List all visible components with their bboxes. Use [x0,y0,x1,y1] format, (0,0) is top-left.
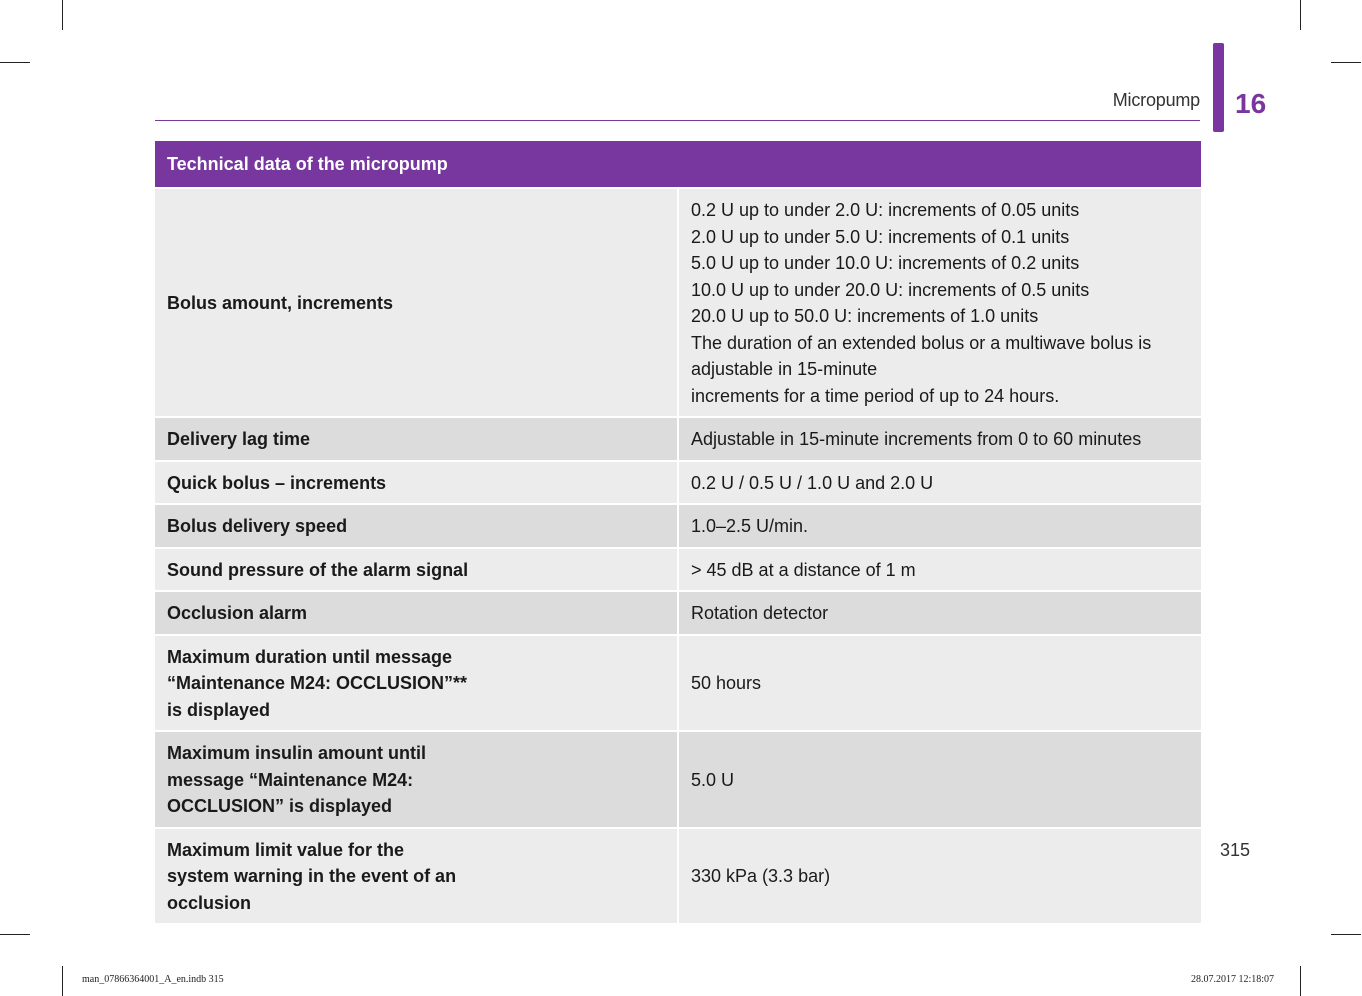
table-row [155,417,1201,461]
value-line: The duration of an extended bolus or a multiwave bolus is adjustable in 15-minute [691,332,1152,379]
row-label: Sound pressure of the alarm signal [155,548,678,592]
crop-mark [1331,934,1361,935]
row-label: Bolus delivery speed [155,504,678,548]
row-value: Adjustable in 15-minute increments from 0 to 60 minutes [678,417,1201,461]
value-line: 5.0 U up to under 10.0 U: increments of 0.2 units [691,253,1080,273]
section-title: Micropump [1112,90,1200,110]
row-label: Bolus amount, increments [155,188,678,417]
table-title: Technical data of the micropump [155,141,1201,188]
row-value: 0.2 U / 0.5 U / 1.0 U and 2.0 U [678,461,1201,505]
value-line: increments for a time period of up to 24 hours. [691,385,1060,406]
row-label [155,635,678,732]
row-value: 50 hours [678,635,1201,732]
row-value: Rotation detector [678,591,1201,635]
row-label [155,828,678,925]
row-label [155,731,678,828]
row-value: 1.0–2.5 U/min. [678,504,1201,548]
label-line: Maximum duration until message [167,646,453,667]
table-row [155,188,1201,417]
label-line: occlusion [167,892,252,913]
value-line: 20.0 U up to 50.0 U: increments of 1.0 units [691,306,1039,326]
crop-mark [0,62,30,63]
crop-mark [1331,62,1361,63]
table-row [155,548,1201,592]
value-line: 2.0 U up to under 5.0 U: increments of 0.1 units [691,226,1070,247]
row-value: 5.0 U [678,731,1201,828]
row-value: > 45 dB at a distance of 1 m [678,548,1201,592]
crop-mark [0,934,30,935]
row-value: 330 kPa (3.3 bar) [678,828,1201,925]
crop-mark [1300,966,1301,996]
table-row [155,591,1201,635]
footer-filename: man_07866364001_A_en.indb 315 [82,974,224,985]
footer-timestamp: 28.07.2017 12:18:07 [1190,974,1274,985]
label-line: OCCLUSION” is displayed [167,796,393,816]
label-line: message “Maintenance M24: [167,769,414,790]
label-line: Maximum limit value for the [167,839,405,860]
row-label: Delivery lag time [155,417,678,461]
row-label: Quick bolus – increments [155,461,678,505]
row-label: Occlusion alarm [155,591,678,635]
header-rule [155,120,1200,121]
page-number: 315 [1220,840,1251,860]
table-row [155,828,1201,925]
row-value [678,188,1201,417]
table-row [155,461,1201,505]
crop-mark [62,0,63,30]
technical-data-table [155,141,1201,925]
label-line: Maximum insulin amount until [167,743,427,763]
table-row [155,504,1201,548]
value-line: 10.0 U up to under 20.0 U: increments of 0.5 units [691,279,1090,300]
label-line: system warning in the event of an [167,866,457,886]
table-row [155,731,1201,828]
table-row [155,635,1201,732]
table-header-row [155,141,1201,188]
value-line: 0.2 U up to under 2.0 U: increments of 0.05 units [691,200,1080,220]
chapter-tab-marker [1213,43,1224,132]
crop-mark [62,966,63,996]
crop-mark [1300,0,1301,30]
label-line: “Maintenance M24: OCCLUSION”** [167,673,468,693]
label-line: is displayed [167,699,271,720]
chapter-number: 16 [1235,88,1267,119]
